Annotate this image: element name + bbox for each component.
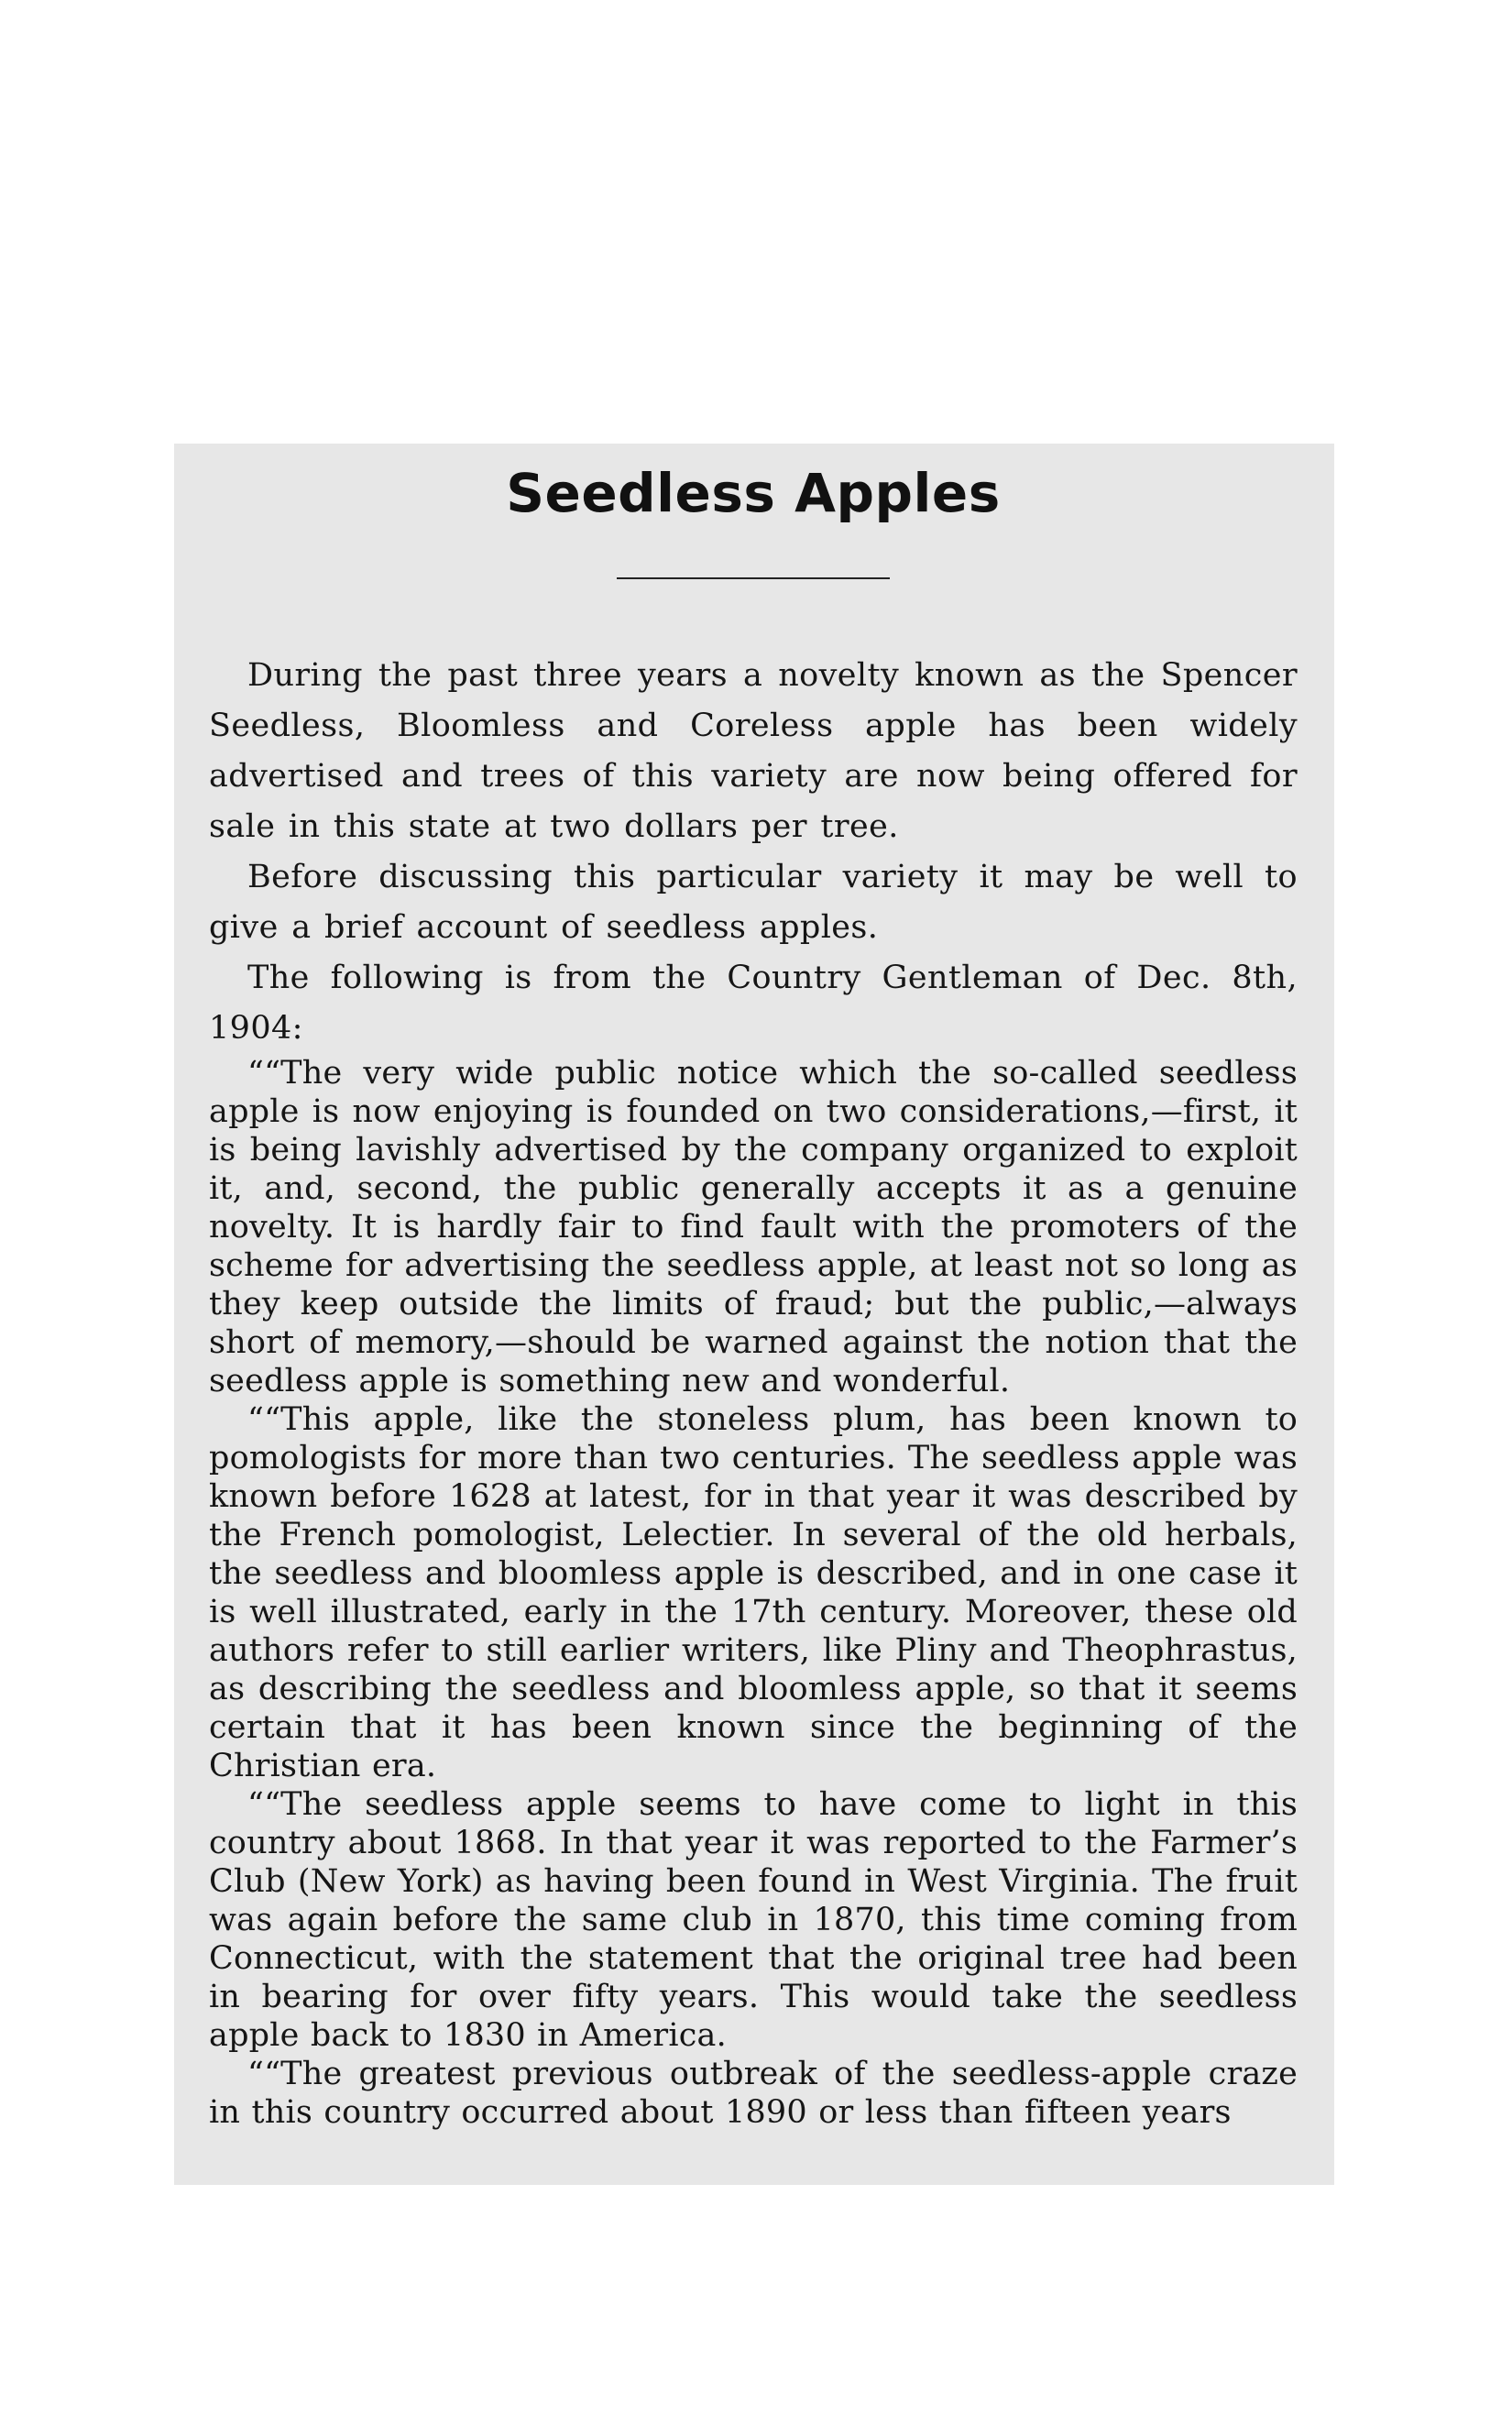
quoted-paragraph: ““The very wide public notice which the so-called seedless apple is now enjoying is founded on two considerations,—first, it is being lavishly advertised by the company organized to exploit it, and, second, the public generally accepts it as a genuine novelty. It is hardly fair to find fault with the promoters of the scheme for advertising the seedless apple, at least not so long as they keep outside the limits of fraud; but the public,—always short of memory,—should be warned against the notion that the seedless apple is something new and wonderful.	[209, 1055, 1298, 1399]
article-title: Seedless Apples	[506, 462, 1001, 524]
quoted-paragraph: ““This apple, like the stoneless plum, has been known to pomologists for more than two centuries. The seedless apple was known before 1628 at latest, for in that year it was described by the French pomologist, Lelectier. In several of the old herbals, the seedless and bloomless apple is described, and in one case it is well illustrated, early in the 17th century. Moreover, these old authors refer to still earlier writers, like Pliny and Theophrastus, as describing the seedless and bloomless apple, so that it seems certain that it has been known since the beginning of the Christian era.	[209, 1401, 1298, 1784]
quoted-paragraph: ““The greatest previous outbreak of the seedless-apple craze in this country occurred about 1890 or less than fifteen years	[209, 2056, 1298, 2131]
title-divider	[617, 577, 890, 579]
context-paragraph: Before discussing this particular variety it may be well to give a brief account of seedless apples.	[209, 859, 1298, 946]
scanned-page	[174, 444, 1334, 2185]
quoted-paragraph: ““The seedless apple seems to have come to light in this country about 1868. In that year it was reported to the Farmer’s Club (New York) as having been found in West Virginia. The fruit was again before the same club in 1870, this time coming from Connecticut, with the statement that the original tree had been in bearing for over fifty years. This would take the seedless apple back to 1830 in America.	[209, 1786, 1298, 2054]
intro-paragraph: During the past three years a novelty known as the Spencer Seedless, Bloomless and Coreless apple has been widely advertised and trees of this variety are now being offered for sale in this state at two dollars per tree.	[209, 657, 1298, 845]
article-body	[209, 651, 1298, 2132]
source-paragraph: The following is from the Country Gentleman of Dec. 8th, 1904:	[209, 960, 1298, 1047]
